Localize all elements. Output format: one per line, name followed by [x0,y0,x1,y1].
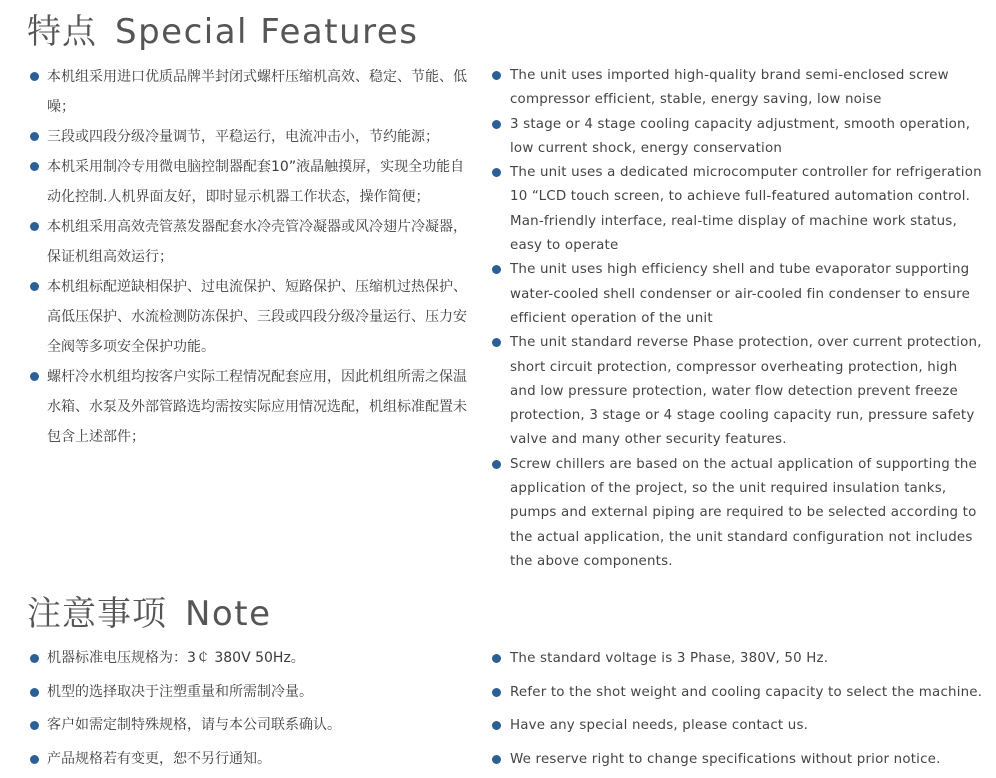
list-item [30,152,470,212]
bullet-dot-icon [492,460,501,469]
list-item [30,212,470,272]
feature-text-en: The unit uses imported high-quality brand semi-enclosed screw compressor efficient, stable, energy saving, low noise [510,68,949,108]
notes-heading [27,592,271,636]
bullet-dot-icon [492,120,501,129]
bullet-dot-icon [492,721,501,730]
list-item [30,62,470,122]
bullet-dot-icon [30,688,39,697]
features-heading-zh: 特点 [27,12,97,52]
bullet-dot-icon [30,282,39,291]
feature-text-en: The unit uses high efficiency shell and tube evaporator supporting water-cooled shell condenser or air-cooled fin condenser to ensure efficient operation of the unit [510,262,971,326]
notes-list-en [492,642,992,776]
bullet-dot-icon [492,71,501,80]
list-item [30,362,470,452]
bullet-dot-icon [30,372,39,381]
list-item [492,676,992,710]
note-text-en: Refer to the shot weight and cooling capacity to select the machine. [510,684,983,700]
list-item [30,676,470,710]
list-item [492,161,984,258]
bullet-dot-icon [30,721,39,730]
feature-text-en: Screw chillers are based on the actual application of supporting the application of the project, so the unit required insulation tanks, pumps and external piping are required to be selected according to the actual application, the unit standard configuration not includes the above components. [510,456,977,569]
list-item [492,642,992,676]
feature-text-zh: 本机组采用高效壳管蒸发器配套水冷壳管冷凝器或风冷翅片冷凝器，保证机组高效运行； [47,219,467,265]
notes-heading-zh: 注意事项 [27,594,167,634]
note-text-zh: 产品规格若有变更，恕不另行通知。 [47,750,271,767]
feature-text-en: 3 stage or 4 stage cooling capacity adjustment, smooth operation, low current shock, energy conservation [510,116,971,156]
features-heading [27,10,419,54]
feature-text-en: The unit uses a dedicated microcomputer controller for refrigeration 10 “LCD touch screen, to achieve full-featured automation control. Man-friendly interface, real-time display of machine work status, easy to operate [510,165,982,254]
feature-text-en: The unit standard reverse Phase protection, over current protection, short circuit protection, compressor overheating protection, high and low pressure protection, water flow detection prevent freeze protection, 3 stage or 4 stage cooling capacity run, pressure safety valve and many other security features. [510,335,982,448]
note-text-en: Have any special needs, please contact us. [510,718,809,733]
list-item [492,709,992,743]
list-item [492,258,984,331]
note-text-zh: 机型的选择取决于注塑重量和所需制冷量。 [47,683,313,700]
feature-text-zh: 本机组采用进口优质品牌半封闭式螺杆压缩机高效、稳定、节能、低噪； [47,69,467,115]
list-item [30,122,470,152]
list-item [492,743,992,777]
bullet-dot-icon [30,132,39,141]
bullet-dot-icon [492,688,501,697]
feature-text-zh: 本机采用制冷专用微电脑控制器配套10”液晶触摸屏，实现全功能自动化控制.人机界面友好，即时显示机器工作状态，操作简便； [47,159,465,205]
feature-text-zh: 本机组标配逆缺相保护、过电流保护、短路保护、压缩机过热保护、高低压保护、水流检测防冻保护、三段或四段分级冷量运行、压力安全阀等多项安全保护功能。 [47,279,467,355]
bullet-dot-icon [30,654,39,663]
note-text-zh: 机器标准电压规格为：3￠ 380V 50Hz。 [47,650,305,666]
notes-list-zh [30,642,470,776]
list-item [30,743,470,777]
note-text-en: The standard voltage is 3 Phase, 380V, 50 Hz. [510,651,829,666]
bullet-dot-icon [30,222,39,231]
note-text-zh: 客户如需定制特殊规格，请与本公司联系确认。 [47,717,341,733]
feature-text-zh: 螺杆冷水机组均按客户实际工程情况配套应用，因此机组所需之保温水箱、水泵及外部管路选均需按实际应用情况选配，机组标准配置未包含上述部件； [47,369,467,445]
feature-text-zh: 三段或四段分级冷量调节，平稳运行，电流冲击小，节约能源； [47,129,439,145]
bullet-dot-icon [30,72,39,81]
note-text-en: We reserve right to change specifications without prior notice. [510,751,941,767]
list-item [492,113,984,162]
list-item [30,272,470,362]
list-item [30,709,470,743]
list-item [492,331,984,452]
bullet-dot-icon [30,755,39,764]
bullet-dot-icon [492,755,501,764]
list-item [30,642,470,676]
bullet-dot-icon [492,265,501,274]
bullet-dot-icon [492,168,501,177]
list-item [492,64,984,113]
features-list-en [492,64,984,574]
bullet-dot-icon [30,162,39,171]
features-heading-en: Special Features [115,12,419,52]
notes-heading-en: Note [185,594,272,634]
list-item [492,453,984,574]
bullet-dot-icon [492,654,501,663]
bullet-dot-icon [492,338,501,347]
features-list-zh [30,62,470,452]
